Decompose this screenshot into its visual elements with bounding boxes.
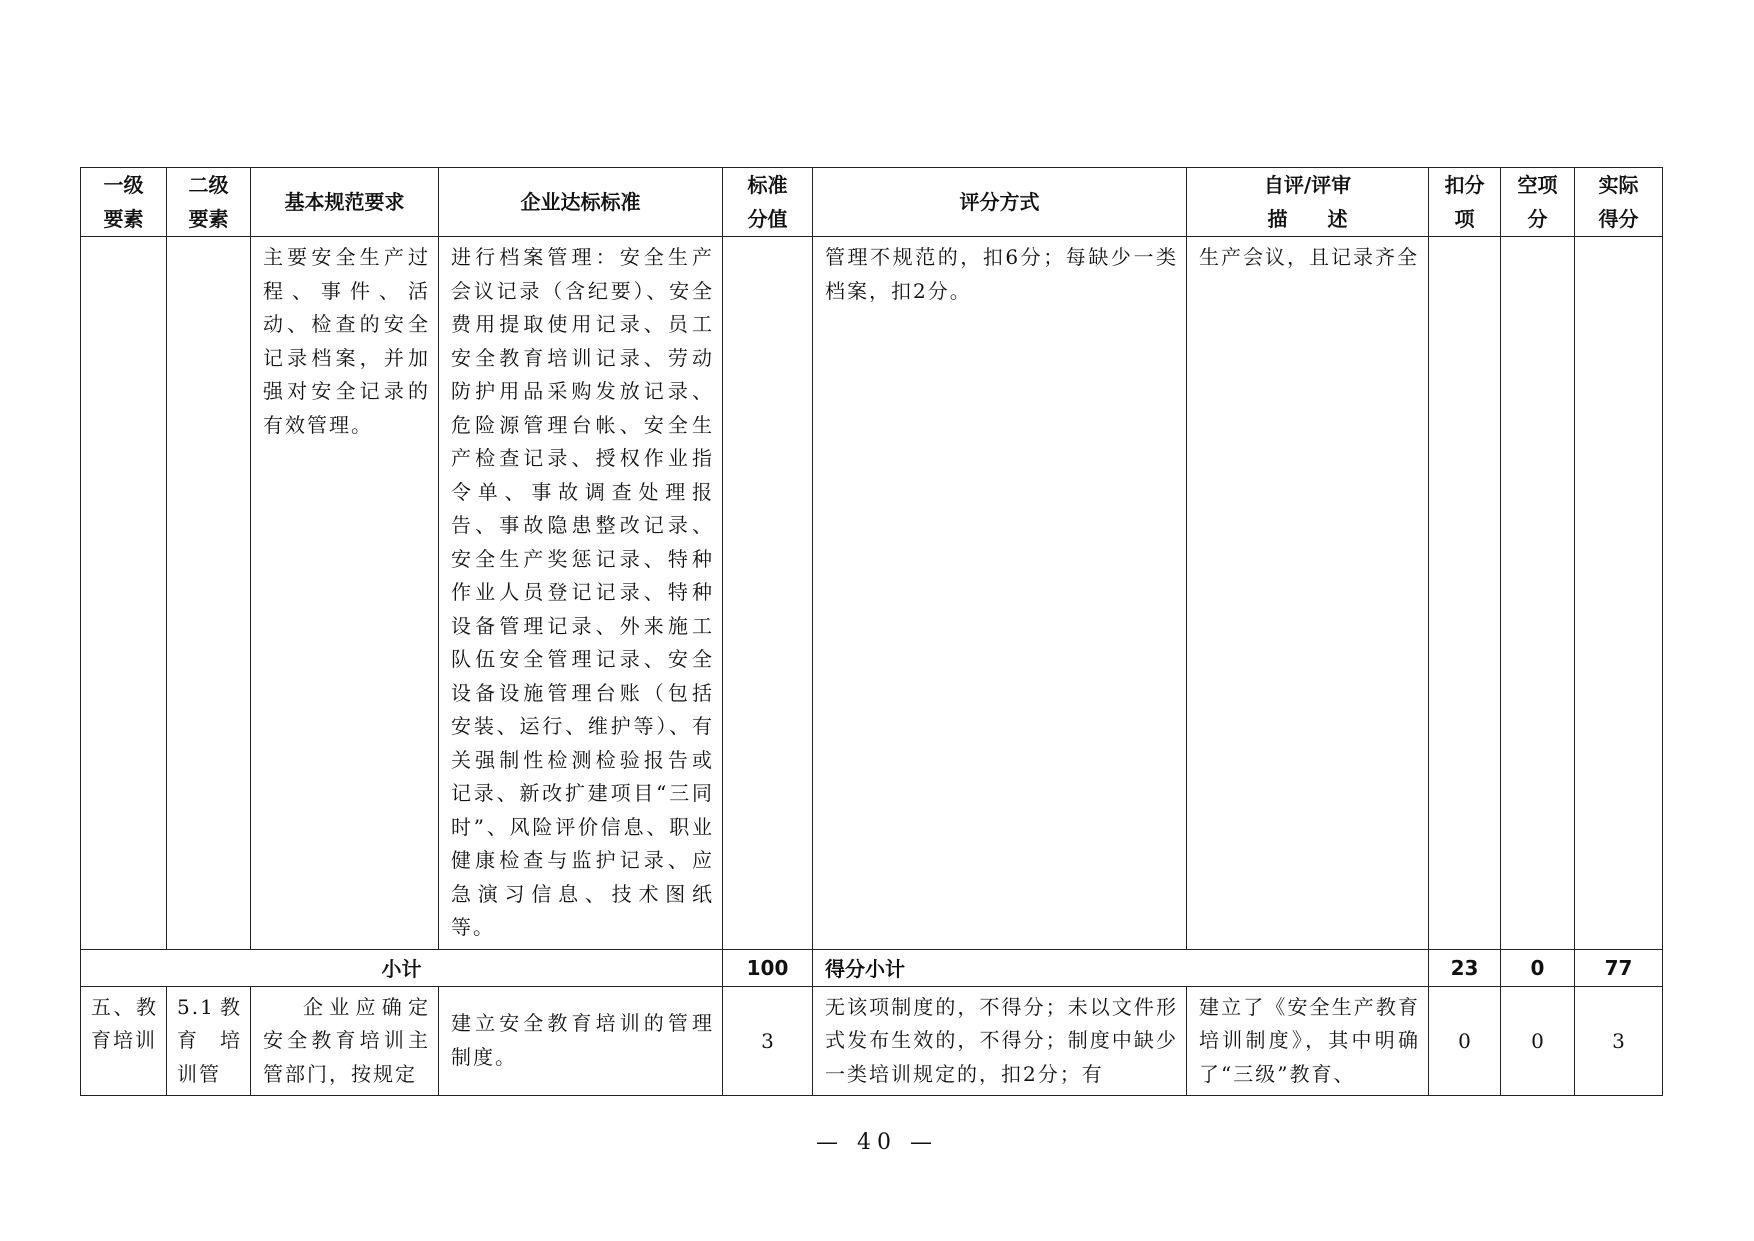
cell-scoring: 无该项制度的，不得分；未以文件形式发布生效的，不得分；制度中缺少一类培训规定的，扣2分；有: [813, 986, 1187, 1096]
header-requirement: 基本规范要求: [251, 168, 439, 237]
cell-standard: 进行档案管理：安全生产会议记录（含纪要）、安全费用提取使用记录、员工安全教育培训记录、劳动防护用品采购发放记录、危险源管理台帐、安全生产检查记录、授权作业指令单、事故调查处理报告、事故隐患整改记录、安全生产奖惩记录、特种作业人员登记记录、特种设备管理记录、外来施工队伍安全管理记录、安全设备设施管理台账（包括安装、运行、维护等）、有关强制性检测检验报告或记录、新改扩建项目“三同时”、风险评价信息、职业健康检查与监护记录、应急演习信息、技术图纸等。: [439, 237, 723, 950]
subtotal-standard-score: 100: [723, 949, 813, 986]
subtotal-label: 小计: [81, 949, 723, 986]
cell-level2: 5.1教育培训管: [167, 986, 251, 1096]
cell-empty: [1501, 237, 1575, 950]
header-scoring: 评分方式: [813, 168, 1187, 237]
cell-standard-score: [723, 237, 813, 950]
cell-level1: [81, 237, 167, 950]
evaluation-table: [80, 167, 1663, 1096]
cell-actual: [1575, 237, 1663, 950]
subtotal-actual: 77: [1575, 949, 1663, 986]
cell-level1: 五、教育培训: [81, 986, 167, 1096]
cell-empty: 0: [1501, 986, 1575, 1096]
cell-actual: 3: [1575, 986, 1663, 1096]
header-empty: 空项 分: [1501, 168, 1575, 237]
cell-standard-score: 3: [723, 986, 813, 1096]
header-level2: 二级 要素: [167, 168, 251, 237]
header-standard-score: 标准 分值: [723, 168, 813, 237]
cell-standard: 建立安全教育培训的管理制度。: [439, 986, 723, 1096]
header-actual: 实际 得分: [1575, 168, 1663, 237]
cell-description: 生产会议，且记录齐全: [1187, 237, 1429, 950]
cell-description: 建立了《安全生产教育培训制度》，其中明确了“三级”教育、: [1187, 986, 1429, 1096]
subtotal-deduction: 23: [1429, 949, 1501, 986]
subtotal-score-label: 得分小计: [813, 949, 1429, 986]
cell-scoring: 管理不规范的，扣6分；每缺少一类档案，扣2分。: [813, 237, 1187, 950]
table-row: [81, 986, 1663, 1096]
header-row: [81, 168, 1663, 237]
cell-deduction: 0: [1429, 986, 1501, 1096]
page-number: — 40 —: [816, 1130, 938, 1155]
cell-deduction: [1429, 237, 1501, 950]
header-level1: 一级 要素: [81, 168, 167, 237]
subtotal-empty: 0: [1501, 949, 1575, 986]
cell-requirement: 企业应确定安全教育培训主管部门，按规定: [251, 986, 439, 1096]
cell-level2: [167, 237, 251, 950]
subtotal-row: [81, 949, 1663, 986]
header-standard: 企业达标标准: [439, 168, 723, 237]
header-description: 自评/评审 描 述: [1187, 168, 1429, 237]
cell-requirement: 主要安全生产过程、事件、活动、检查的安全记录档案，并加强对安全记录的有效管理。: [251, 237, 439, 950]
table-row: [81, 237, 1663, 950]
header-deduction: 扣分 项: [1429, 168, 1501, 237]
